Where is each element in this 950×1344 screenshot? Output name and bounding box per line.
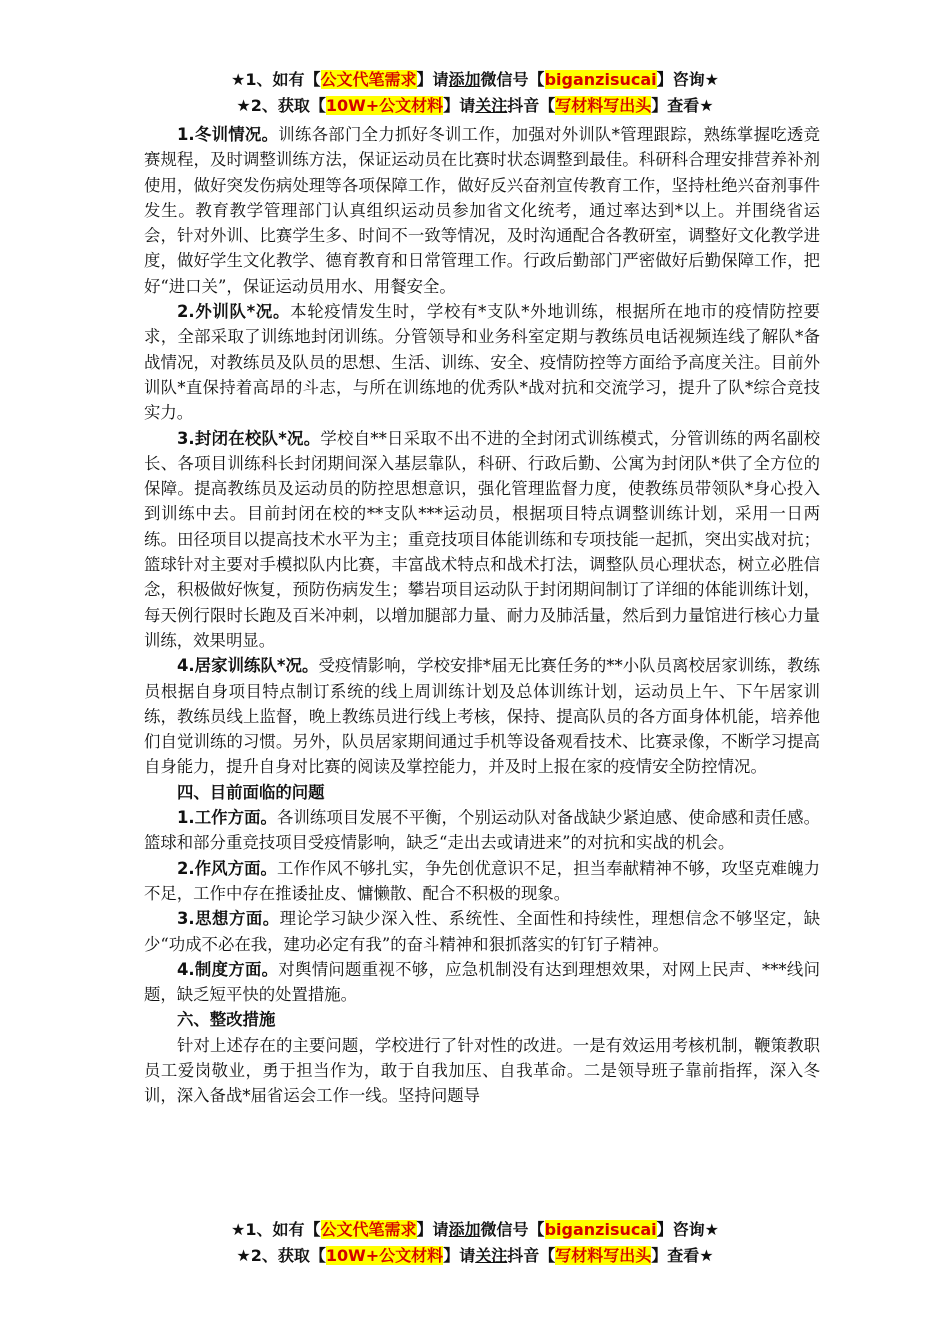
banner-text: 】查看★ bbox=[651, 96, 714, 115]
paragraph-measures bbox=[144, 1033, 820, 1109]
banner-underline: 添加 bbox=[448, 70, 481, 89]
paragraph-title: 1.冬训情况。 bbox=[177, 125, 279, 144]
paragraph-title: 4.居家训练队*况。 bbox=[177, 656, 319, 676]
banner-text: ★1、如有【 bbox=[231, 70, 321, 89]
promo-banner-bottom-line1 bbox=[0, 1218, 950, 1242]
paragraph-thought bbox=[144, 906, 820, 957]
section-heading-problems: 四、目前面临的问题 bbox=[177, 782, 325, 802]
paragraph-text: 工作作风不够扎实，争先创优意识不足，担当奉献精神不够，攻坚克难魄力不足，工作中存在推诿扯皮、慵懒散、配合不积极的现象。 bbox=[144, 858, 820, 903]
paragraph-title: 2.外训队*况。 bbox=[177, 302, 291, 322]
banner-underline: 关注 bbox=[475, 1246, 508, 1265]
banner-highlight: 写材料写出头 bbox=[555, 1246, 652, 1265]
promo-banner-top-line1 bbox=[0, 68, 950, 92]
banner-text: 】请 bbox=[443, 96, 476, 115]
section-heading-measures: 六、整改措施 bbox=[177, 1010, 276, 1030]
banner-highlight: 公文代笔需求 bbox=[320, 1220, 417, 1239]
banner-text: 微信号【 bbox=[480, 70, 545, 89]
banner-text: 抖音【 bbox=[507, 96, 556, 115]
paragraph-system bbox=[144, 957, 820, 1008]
banner-text: 】查看★ bbox=[651, 1246, 714, 1265]
promo-banner-top-line2 bbox=[0, 94, 950, 118]
banner-highlight: biganzisucai bbox=[544, 1220, 657, 1239]
banner-text: 抖音【 bbox=[507, 1246, 556, 1265]
banner-text: ★2、获取【 bbox=[236, 1246, 326, 1265]
banner-highlight: 写材料写出头 bbox=[555, 96, 652, 115]
banner-text: 】咨询★ bbox=[656, 1220, 719, 1239]
banner-underline: 关注 bbox=[475, 96, 508, 115]
paragraph-winter-training bbox=[144, 122, 820, 299]
paragraph-title: 3.思想方面。 bbox=[177, 909, 280, 929]
paragraph-text: 本轮疫情发生时，学校有*支队*外地训练，根据所在地市的疫情防控要求，全部采取了训练地封闭训练。分管领导和业务科室定期与教练员电话视频连线了解队*备战情况，对教练员及队员的思想、生活、训练、安全、疫情防控等方面给予高度关注。目前外训队*直保持着高昂的斗志，与所在训练地的优秀队*战对抗和交流学习，提升了队*综合竞技实力。 bbox=[144, 302, 821, 423]
banner-highlight: 10W+公文材料 bbox=[325, 96, 444, 115]
document-body bbox=[144, 122, 820, 1109]
paragraph-title: 2.作风方面。 bbox=[177, 858, 277, 878]
paragraph-title: 4.制度方面。 bbox=[177, 959, 279, 979]
banner-text: 】请 bbox=[443, 1246, 476, 1265]
banner-text: 】咨询★ bbox=[656, 70, 719, 89]
paragraph-closed-teams bbox=[144, 426, 820, 654]
banner-text: ★1、如有【 bbox=[231, 1220, 321, 1239]
paragraph-text: 理论学习缺少深入性、系统性、全面性和持续性，理想信念不够坚定，缺少“功成不必在我，建功必定有我”的奋斗精神和狠抓落实的钉钉子精神。 bbox=[144, 909, 820, 954]
paragraph-text: 训练各部门全力抓好冬训工作，加强对外训队*管理跟踪，熟练掌握吃透竞赛规程，及时调整训练方法，保证运动员在比赛时状态调整到最佳。科研科合理安排营养补剂使用，做好突发伤病处理等各项保障工作，做好反兴奋剂宣传教育工作，坚持杜绝兴奋剂事件发生。教育教学管理部门认真组织运动员参加省文化统考，通过率达到*以上。并围绕省运会，针对外训、比赛学生多、时间不一致等情况，及时沟通配合各教研室，调整好文化教学进度，做好学生文化教学、德育教育和日常管理工作。行政后勤部门严密做好后勤保障工作，把好“进口关”，保证运动员用水、用餐安全。 bbox=[144, 125, 820, 296]
banner-underline: 添加 bbox=[448, 1220, 481, 1239]
banner-text: 微信号【 bbox=[480, 1220, 545, 1239]
banner-text: ★2、获取【 bbox=[236, 96, 326, 115]
banner-text: 】请 bbox=[416, 70, 449, 89]
paragraph-title: 1.工作方面。 bbox=[177, 808, 277, 828]
paragraph-home-training bbox=[144, 653, 820, 779]
promo-banner-bottom-line2 bbox=[0, 1244, 950, 1268]
paragraph-work bbox=[144, 805, 820, 856]
paragraph-text: 对舆情问题重视不够，应急机制没有达到理想效果，对网上民声、***线问题，缺乏短平快的处置措施。 bbox=[144, 959, 820, 1005]
paragraph-external-teams bbox=[144, 299, 820, 425]
banner-highlight: biganzisucai bbox=[544, 70, 657, 89]
paragraph-title: 3.封闭在校队*况。 bbox=[177, 428, 321, 448]
paragraph-text: 受疫情影响，学校安排*届无比赛任务的**小队员离校居家训练，教练员根据自身项目特点制订系统的线上周训练计划及总体训练计划，运动员上午、下午居家训练，教练员线上监督，晚上教练员进行线上考核，保持、提高队员的各方面身体机能，培养他们自觉训练的习惯。另外，队员居家期间通过手机等设备观看技术、比赛录像，不断学习提高自身能力，提升自身对比赛的阅读及掌控能力，并及时上报在家的疫情安全防控情况。 bbox=[144, 656, 820, 777]
paragraph-text: 针对上述存在的主要问题，学校进行了针对性的改进。一是有效运用考核机制，鞭策教职员工爱岗敬业，勇于担当作为，敢于自我加压、自我革命。二是领导班子靠前指挥，深入冬训，深入备战*届省运会工作一线。坚持问题导 bbox=[144, 1035, 820, 1106]
paragraph-style bbox=[144, 856, 820, 907]
paragraph-text: 学校自**日采取不出不进的全封闭式训练模式，分管训练的两名副校长、各项目训练科长封闭期间深入基层靠队，科研、行政后勤、公寓为封闭队*供了全方位的保障。提高教练员及运动员的防控思想意识，强化管理监督力度，使教练员带领队*身心投入到训练中去。目前封闭在校的**支队***运动员，根据项目特点调整训练计划，采用一日两练。田径项目以提高技术水平为主；重竞技项目体能训练和专项技能一起抓，突出实战对抗；篮球针对主要对手模拟队内比赛，丰富战术特点和战术打法，调整队员心理状态，树立必胜信念，积极做好恢复，预防伤病发生；攀岩项目运动队于封闭期间制订了详细的体能训练计划，每天例行限时长跑及百米冲刺，以增加腿部力量、耐力及肺活量，然后到力量馆进行核心力量训练，效果明显。 bbox=[144, 428, 821, 650]
banner-text: 】请 bbox=[416, 1220, 449, 1239]
banner-highlight: 10W+公文材料 bbox=[325, 1246, 444, 1265]
banner-highlight: 公文代笔需求 bbox=[320, 70, 417, 89]
paragraph-text: 各训练项目发展不平衡，个别运动队对备战缺少紧迫感、使命感和责任感。篮球和部分重竞技项目受疫情影响，缺乏“走出去或请进来”的对抗和实战的机会。 bbox=[144, 808, 820, 853]
